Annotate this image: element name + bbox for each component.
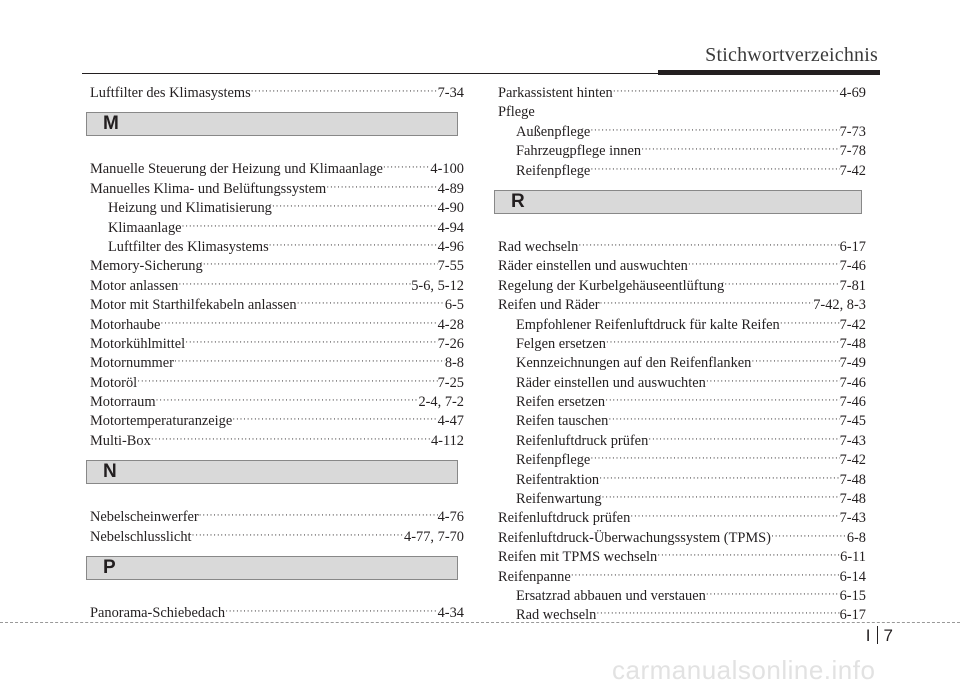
index-subentry xyxy=(498,162,866,181)
dot-leader xyxy=(174,352,445,371)
dot-leader xyxy=(630,507,839,526)
page-number-value: 7 xyxy=(883,626,893,645)
entry-label: Räder einstellen und auswuchten xyxy=(516,374,706,391)
entry-label: Luftfilter des Klimasystems xyxy=(90,85,251,101)
entry-page-ref: 7-78 xyxy=(839,143,866,160)
entry-label: Reifen tauschen xyxy=(516,413,609,430)
footer-rule xyxy=(0,622,960,623)
entry-page-ref: 7-26 xyxy=(437,335,464,352)
entry-label: Rad wechseln xyxy=(498,238,579,255)
entry-label: Parkassistent hinten xyxy=(498,85,613,101)
dot-leader xyxy=(578,236,839,255)
entry-page-ref: 8-8 xyxy=(444,355,464,372)
dot-leader xyxy=(383,158,431,177)
entry-page-ref: 7-49 xyxy=(839,355,866,372)
entry-label: Reifenluftdruck-Überwachungssystem (TPMS) xyxy=(498,529,771,546)
dot-leader xyxy=(297,294,445,313)
entry-label: Empfohlener Reifenluftdruck für kalte Reifen xyxy=(516,316,780,333)
dot-leader xyxy=(613,82,840,101)
dot-leader xyxy=(137,372,437,391)
entry-page-ref: 7-45 xyxy=(839,413,866,430)
entry-page-ref: 4-34 xyxy=(437,605,464,622)
index-entry xyxy=(90,84,464,103)
dot-leader xyxy=(657,546,840,565)
dot-leader xyxy=(590,160,839,179)
dot-leader xyxy=(160,314,437,333)
dot-leader xyxy=(590,121,839,140)
entry-label: Motor anlassen xyxy=(90,277,179,294)
entry-page-ref: 6-17 xyxy=(839,607,866,624)
entry-page-ref: 7-34 xyxy=(437,85,464,101)
dot-leader xyxy=(608,410,839,429)
dot-leader xyxy=(232,410,437,429)
entry-page-ref: 7-46 xyxy=(839,258,866,275)
dot-leader xyxy=(199,506,438,525)
index-entry xyxy=(498,84,866,103)
entry-page-ref: 4-96 xyxy=(437,238,464,255)
entry-label: Reifentraktion xyxy=(516,471,600,488)
dot-leader xyxy=(269,236,438,255)
entry-page-ref: 7-42, 8-3 xyxy=(813,297,866,314)
entry-label: Motoröl xyxy=(90,374,138,391)
dot-leader xyxy=(326,178,437,197)
dot-leader xyxy=(178,275,411,294)
page-number-separator xyxy=(877,626,878,644)
index-entry xyxy=(90,528,464,547)
dot-leader xyxy=(600,294,814,313)
entry-label: Kennzeichnungen auf den Reifenflanken xyxy=(516,355,752,372)
dot-leader xyxy=(571,566,840,585)
entry-page-ref: 6-11 xyxy=(840,549,866,566)
dot-leader xyxy=(641,140,840,159)
index-letter-header xyxy=(86,112,458,136)
entry-page-ref: 4-89 xyxy=(437,180,464,197)
entry-label: Manuelle Steuerung der Heizung und Klimaanlage xyxy=(90,161,383,178)
index-column-right xyxy=(498,84,866,626)
entry-label: Luftfilter des Klimasystems xyxy=(108,238,269,255)
dot-leader xyxy=(602,488,840,507)
entry-page-ref: 7-48 xyxy=(839,471,866,488)
entry-page-ref: 6-17 xyxy=(839,238,866,255)
entry-page-ref: 4-112 xyxy=(430,432,464,449)
entry-label: Klimaanlage xyxy=(108,219,182,236)
header-rule xyxy=(82,73,880,74)
index-letter: P xyxy=(103,557,116,579)
dot-leader xyxy=(724,275,839,294)
entry-label: Reifenluftdruck prüfen xyxy=(498,510,631,527)
entry-page-ref: 7-55 xyxy=(437,258,464,275)
entry-page-ref: 7-46 xyxy=(839,394,866,411)
entry-label: Fahrzeugpflege innen xyxy=(516,143,642,160)
dot-leader xyxy=(599,469,839,488)
entry-label: Nebelscheinwerfer xyxy=(90,509,199,526)
entry-label: Felgen ersetzen xyxy=(516,335,606,352)
dot-leader xyxy=(156,391,419,410)
entry-page-ref: 7-46 xyxy=(839,374,866,391)
entry-label: Reifenpflege xyxy=(516,162,591,179)
section-title: Stichwortverzeichnis xyxy=(705,44,878,66)
entry-page-ref: 7-42 xyxy=(839,162,866,179)
entry-label: Motorraum xyxy=(90,394,156,411)
entry-page-ref: 5-6, 5-12 xyxy=(411,277,464,294)
dot-leader xyxy=(225,602,438,621)
entry-label: Manuelles Klima- und Belüftungssystem xyxy=(90,180,327,197)
entry-label: Reifenpanne xyxy=(498,568,571,585)
dot-leader xyxy=(751,352,839,371)
dot-leader xyxy=(706,585,840,604)
entry-page-ref: 2-4, 7-2 xyxy=(418,394,464,411)
entry-page-ref: 6-15 xyxy=(839,587,866,604)
entry-label: Panorama-Schiebedach xyxy=(90,605,226,622)
entry-label: Motornummer xyxy=(90,355,174,372)
index-entry xyxy=(90,604,464,623)
dot-leader xyxy=(648,430,839,449)
dot-leader xyxy=(771,527,847,546)
entry-page-ref: 7-25 xyxy=(437,374,464,391)
dot-leader xyxy=(605,391,840,410)
entry-page-ref: 4-94 xyxy=(437,219,464,236)
dot-leader xyxy=(192,526,405,545)
entry-label: Multi-Box xyxy=(90,432,151,449)
entry-label: Ersatzrad abbauen und verstauen xyxy=(516,587,706,604)
index-column-left xyxy=(90,84,464,623)
index-letter-header xyxy=(86,460,458,484)
dot-leader xyxy=(203,255,438,274)
entry-label: Räder einstellen und auswuchten xyxy=(498,258,688,275)
entry-label: Reifenwartung xyxy=(516,491,602,508)
entry-label: Motorhaube xyxy=(90,316,161,333)
entry-label: Reifen ersetzen xyxy=(516,394,606,411)
entry-page-ref: 4-77, 7-70 xyxy=(404,528,464,545)
entry-page-ref: 4-90 xyxy=(437,200,464,217)
entry-label: Motorkühlmittel xyxy=(90,335,186,352)
entry-page-ref: 7-48 xyxy=(839,335,866,352)
index-letter-header xyxy=(86,556,458,580)
entry-label: Pflege xyxy=(498,104,535,121)
entry-label: Regelung der Kurbelgehäuseentlüftung xyxy=(498,277,725,294)
entry-page-ref: 4-28 xyxy=(437,316,464,333)
entry-page-ref: 7-73 xyxy=(839,123,866,140)
entry-label: Reifen mit TPMS wechseln xyxy=(498,549,658,566)
entry-page-ref: 7-43 xyxy=(839,510,866,527)
entry-label: Reifenpflege xyxy=(516,452,591,469)
entry-label: Heizung und Klimatisierung xyxy=(108,200,272,217)
entry-page-ref: 7-48 xyxy=(839,491,866,508)
dot-leader xyxy=(251,82,438,101)
entry-page-ref: 6-5 xyxy=(444,297,464,314)
entry-label: Reifenluftdruck prüfen xyxy=(516,432,649,449)
watermark: carmanualsonline.info xyxy=(612,655,876,685)
entry-page-ref: 7-43 xyxy=(839,432,866,449)
entry-page-ref: 4-100 xyxy=(430,161,464,178)
index-letter: R xyxy=(511,190,525,212)
entry-page-ref: 6-14 xyxy=(839,568,866,585)
dot-leader xyxy=(185,333,437,352)
dot-leader xyxy=(606,333,840,352)
entry-label: Reifen und Räder xyxy=(498,297,600,314)
entry-label: Memory-Sicherung xyxy=(90,258,203,275)
chapter-label: I xyxy=(865,626,871,645)
dot-leader xyxy=(272,197,438,216)
dot-leader xyxy=(151,430,431,449)
page-number xyxy=(866,626,893,646)
dot-leader xyxy=(688,255,840,274)
entry-page-ref: 4-47 xyxy=(437,413,464,430)
index-letter: M xyxy=(103,113,119,135)
dot-leader xyxy=(706,372,840,391)
dot-leader xyxy=(780,314,840,333)
entry-page-ref: 7-42 xyxy=(839,452,866,469)
index-entry xyxy=(90,432,464,451)
entry-label: Motortemperaturanzeige xyxy=(90,413,233,430)
index-letter-header xyxy=(494,190,862,214)
entry-page-ref: 7-42 xyxy=(839,316,866,333)
entry-page-ref: 4-76 xyxy=(437,509,464,526)
entry-label: Rad wechseln xyxy=(516,607,597,624)
dot-leader xyxy=(182,217,438,236)
entry-page-ref: 7-81 xyxy=(839,277,866,294)
entry-page-ref: 4-69 xyxy=(839,85,866,101)
entry-page-ref: 6-8 xyxy=(846,529,866,546)
entry-label: Nebelschlusslicht xyxy=(90,528,192,545)
dot-leader xyxy=(596,604,839,623)
entry-label: Motor mit Starthilfekabeln anlassen xyxy=(90,297,297,314)
entry-label: Außenpflege xyxy=(516,123,591,140)
index-letter: N xyxy=(103,461,117,483)
dot-leader xyxy=(590,449,839,468)
